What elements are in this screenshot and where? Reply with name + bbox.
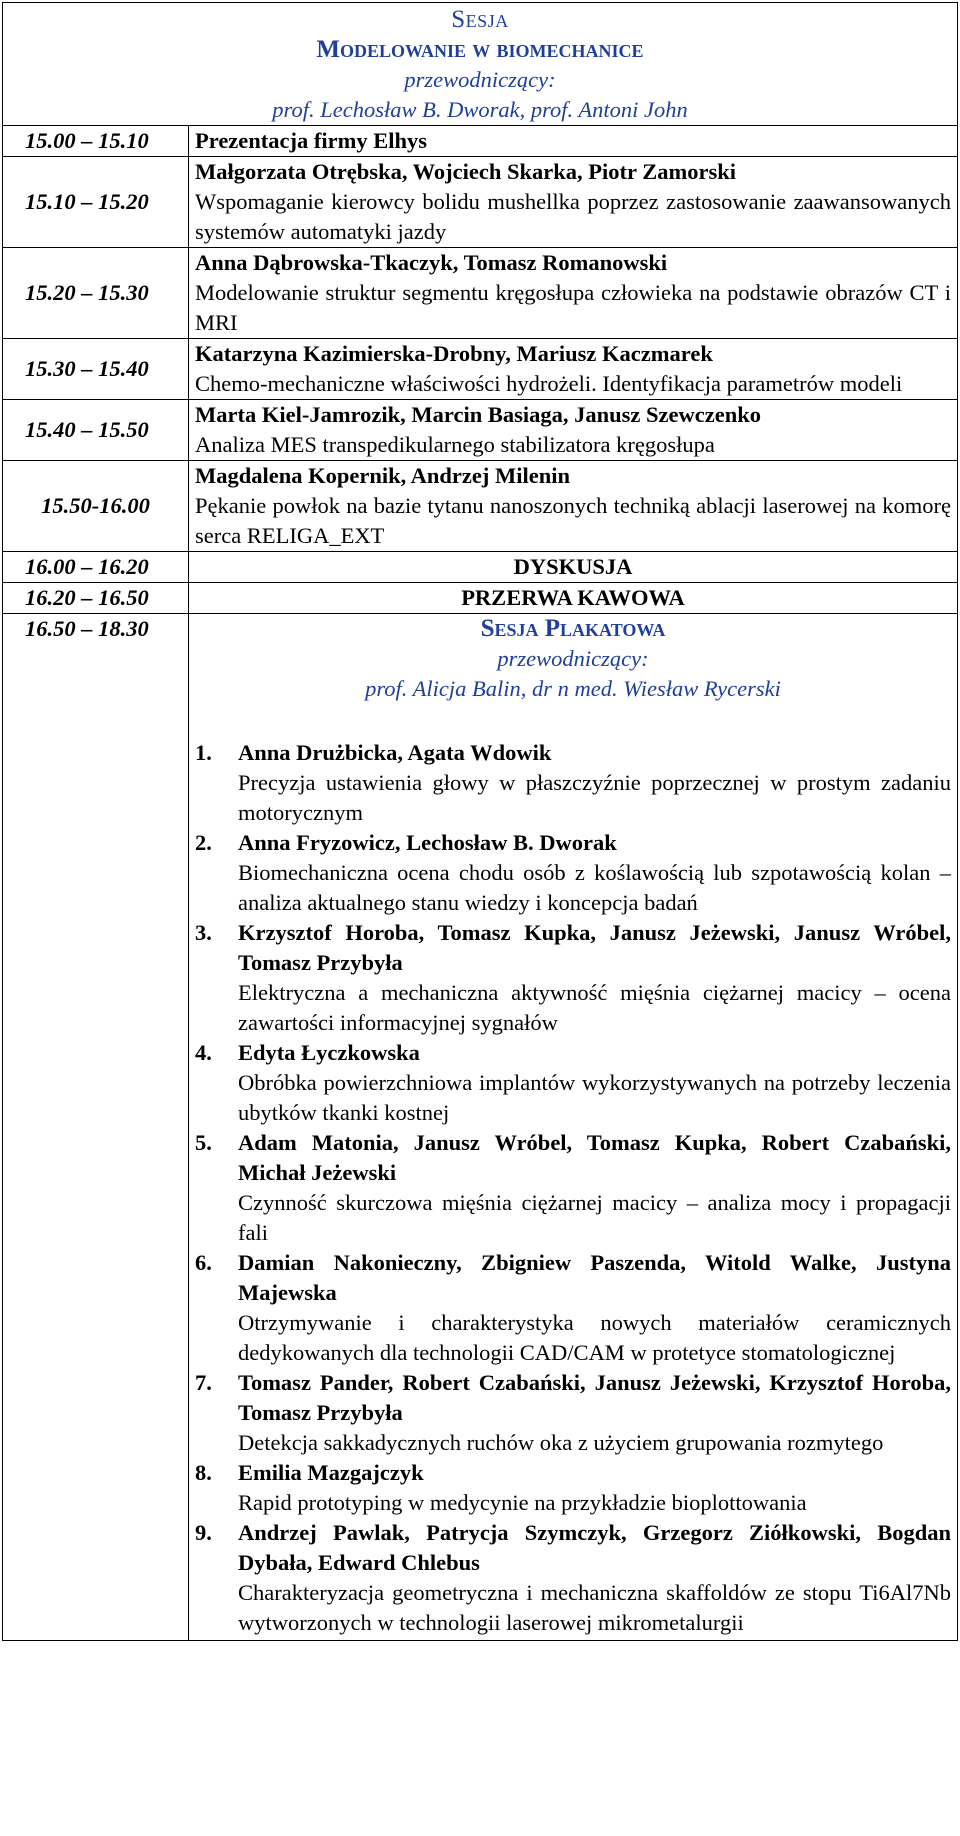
session-chairs: prof. Lechosław B. Dworak, prof. Antoni John bbox=[272, 97, 688, 122]
poster-item bbox=[195, 1368, 951, 1458]
talk-content bbox=[189, 248, 958, 339]
break-time: 16.00 – 16.20 bbox=[3, 552, 189, 583]
talk-row bbox=[3, 126, 958, 157]
poster-item bbox=[195, 738, 951, 828]
poster-item bbox=[195, 918, 951, 1038]
talk-row bbox=[3, 461, 958, 552]
poster-session-row bbox=[3, 614, 958, 1641]
talk-content bbox=[189, 339, 958, 400]
poster-number: 7. bbox=[195, 1370, 212, 1395]
break-row bbox=[3, 552, 958, 583]
poster-authors: Emilia Mazgajczyk bbox=[238, 1460, 424, 1485]
talk-time: 15.20 – 15.30 bbox=[3, 248, 189, 339]
poster-item bbox=[195, 1458, 951, 1518]
poster-session-header bbox=[195, 614, 951, 704]
talk-time: 15.10 – 15.20 bbox=[3, 157, 189, 248]
session-header-row bbox=[3, 3, 958, 126]
session-header bbox=[3, 3, 958, 126]
poster-chairs: prof. Alicja Balin, dr n med. Wiesław Rycerski bbox=[365, 676, 781, 701]
poster-title: Precyzja ustawienia głowy w płaszczyźnie poprzecznej w prostym zadaniu motorycznym bbox=[238, 770, 951, 825]
talk-row bbox=[3, 248, 958, 339]
poster-item bbox=[195, 1128, 951, 1248]
talk-row bbox=[3, 157, 958, 248]
poster-title: Otrzymywanie i charakterystyka nowych materiałów ceramicznych dedykowanych dla technologii CAD/CAM w protetyce stomatologicznej bbox=[238, 1310, 951, 1365]
poster-number: 8. bbox=[195, 1460, 212, 1485]
talk-content bbox=[189, 461, 958, 552]
break-label: DYSKUSJA bbox=[189, 552, 958, 583]
talk-row bbox=[3, 339, 958, 400]
poster-item bbox=[195, 1038, 951, 1128]
poster-number: 1. bbox=[195, 740, 212, 765]
talk-time: 15.00 – 15.10 bbox=[3, 126, 189, 157]
talk-content bbox=[189, 126, 958, 157]
poster-list bbox=[195, 738, 951, 1640]
poster-title: Obróbka powierzchniowa implantów wykorzystywanych na potrzeby leczenia ubytków tkanki kostnej bbox=[238, 1070, 951, 1125]
talk-authors: Prezentacja firmy Elhys bbox=[195, 128, 428, 153]
poster-title: Charakteryzacja geometryczna i mechaniczna skaffoldów ze stopu Ti6Al7Nb wytworzonych w technologii laserowej mikrometalurgii bbox=[238, 1580, 951, 1635]
poster-item bbox=[195, 1248, 951, 1368]
talk-authors: Małgorzata Otrębska, Wojciech Skarka, Piotr Zamorski bbox=[195, 159, 736, 184]
talk-time: 15.40 – 15.50 bbox=[3, 400, 189, 461]
poster-item bbox=[195, 1518, 951, 1638]
talk-authors: Katarzyna Kazimierska-Drobny, Mariusz Kaczmarek bbox=[195, 341, 713, 366]
poster-authors: Adam Matonia, Janusz Wróbel, Tomasz Kupka, Robert Czabański, Michał Jeżewski bbox=[238, 1130, 951, 1185]
session-label: Sesja bbox=[451, 6, 509, 33]
poster-session-time: 16.50 – 18.30 bbox=[3, 614, 189, 1641]
poster-authors: Anna Fryzowicz, Lechosław B. Dworak bbox=[238, 830, 617, 855]
poster-number: 3. bbox=[195, 920, 212, 945]
poster-authors: Andrzej Pawlak, Patrycja Szymczyk, Grzegorz Ziółkowski, Bogdan Dybała, Edward Chlebus bbox=[238, 1520, 951, 1575]
break-label: PRZERWA KAWOWA bbox=[189, 583, 958, 614]
session-chair-label: przewodniczący: bbox=[404, 67, 556, 92]
poster-session-name: Sesja Plakatowa bbox=[480, 615, 666, 642]
poster-title: Biomechaniczna ocena chodu osób z koślawością lub szpotawością kolan – analiza aktualnego stanu wiedzy i koncepcja badań bbox=[238, 860, 951, 915]
poster-number: 9. bbox=[195, 1520, 212, 1545]
program-table bbox=[2, 2, 958, 1641]
poster-session bbox=[189, 614, 958, 1641]
talk-time: 15.30 – 15.40 bbox=[3, 339, 189, 400]
talk-content bbox=[189, 157, 958, 248]
talk-authors: Anna Dąbrowska-Tkaczyk, Tomasz Romanowski bbox=[195, 250, 668, 275]
poster-authors: Damian Nakonieczny, Zbigniew Paszenda, Witold Walke, Justyna Majewska bbox=[238, 1250, 951, 1305]
talk-title: Pękanie powłok na bazie tytanu nanoszonych techniką ablacji laserowej na komorę serca RELIGA_EXT bbox=[195, 493, 951, 548]
talk-authors: Marta Kiel-Jamrozik, Marcin Basiaga, Janusz Szewczenko bbox=[195, 402, 761, 427]
poster-authors: Anna Drużbicka, Agata Wdowik bbox=[238, 740, 552, 765]
poster-authors: Tomasz Pander, Robert Czabański, Janusz Jeżewski, Krzysztof Horoba, Tomasz Przybyła bbox=[238, 1370, 951, 1425]
session-name: Modelowanie w biomechanice bbox=[316, 36, 644, 63]
poster-number: 4. bbox=[195, 1040, 212, 1065]
poster-number: 5. bbox=[195, 1130, 212, 1155]
poster-number: 2. bbox=[195, 830, 212, 855]
talk-title: Modelowanie struktur segmentu kręgosłupa człowieka na podstawie obrazów CT i MRI bbox=[195, 280, 951, 335]
poster-item bbox=[195, 828, 951, 918]
talk-content bbox=[189, 400, 958, 461]
poster-title: Rapid prototyping w medycynie na przykładzie bioplottowania bbox=[238, 1490, 807, 1515]
poster-authors: Krzysztof Horoba, Tomasz Kupka, Janusz Jeżewski, Janusz Wróbel, Tomasz Przybyła bbox=[238, 920, 951, 975]
talk-title: Analiza MES transpedikularnego stabilizatora kręgosłupa bbox=[195, 432, 715, 457]
talk-time: 15.50-16.00 bbox=[3, 461, 189, 552]
talk-authors: Magdalena Kopernik, Andrzej Milenin bbox=[195, 463, 571, 488]
poster-chair-label: przewodniczący: bbox=[497, 646, 649, 671]
talk-title: Chemo-mechaniczne właściwości hydrożeli. Identyfikacja parametrów modeli bbox=[195, 371, 903, 396]
poster-title: Czynność skurczowa mięśnia ciężarnej macicy – analiza mocy i propagacji fali bbox=[238, 1190, 951, 1245]
poster-authors: Edyta Łyczkowska bbox=[238, 1040, 420, 1065]
talk-title: Wspomaganie kierowcy bolidu mushellka poprzez zastosowanie zaawansowanych systemów automatyki jazdy bbox=[195, 189, 951, 244]
talk-row bbox=[3, 400, 958, 461]
break-row bbox=[3, 583, 958, 614]
poster-title: Detekcja sakkadycznych ruchów oka z użyciem grupowania rozmytego bbox=[238, 1430, 884, 1455]
poster-number: 6. bbox=[195, 1250, 212, 1275]
break-time: 16.20 – 16.50 bbox=[3, 583, 189, 614]
poster-title: Elektryczna a mechaniczna aktywność mięśnia ciężarnej macicy – ocena zawartości informacyjnej sygnałów bbox=[238, 980, 951, 1035]
